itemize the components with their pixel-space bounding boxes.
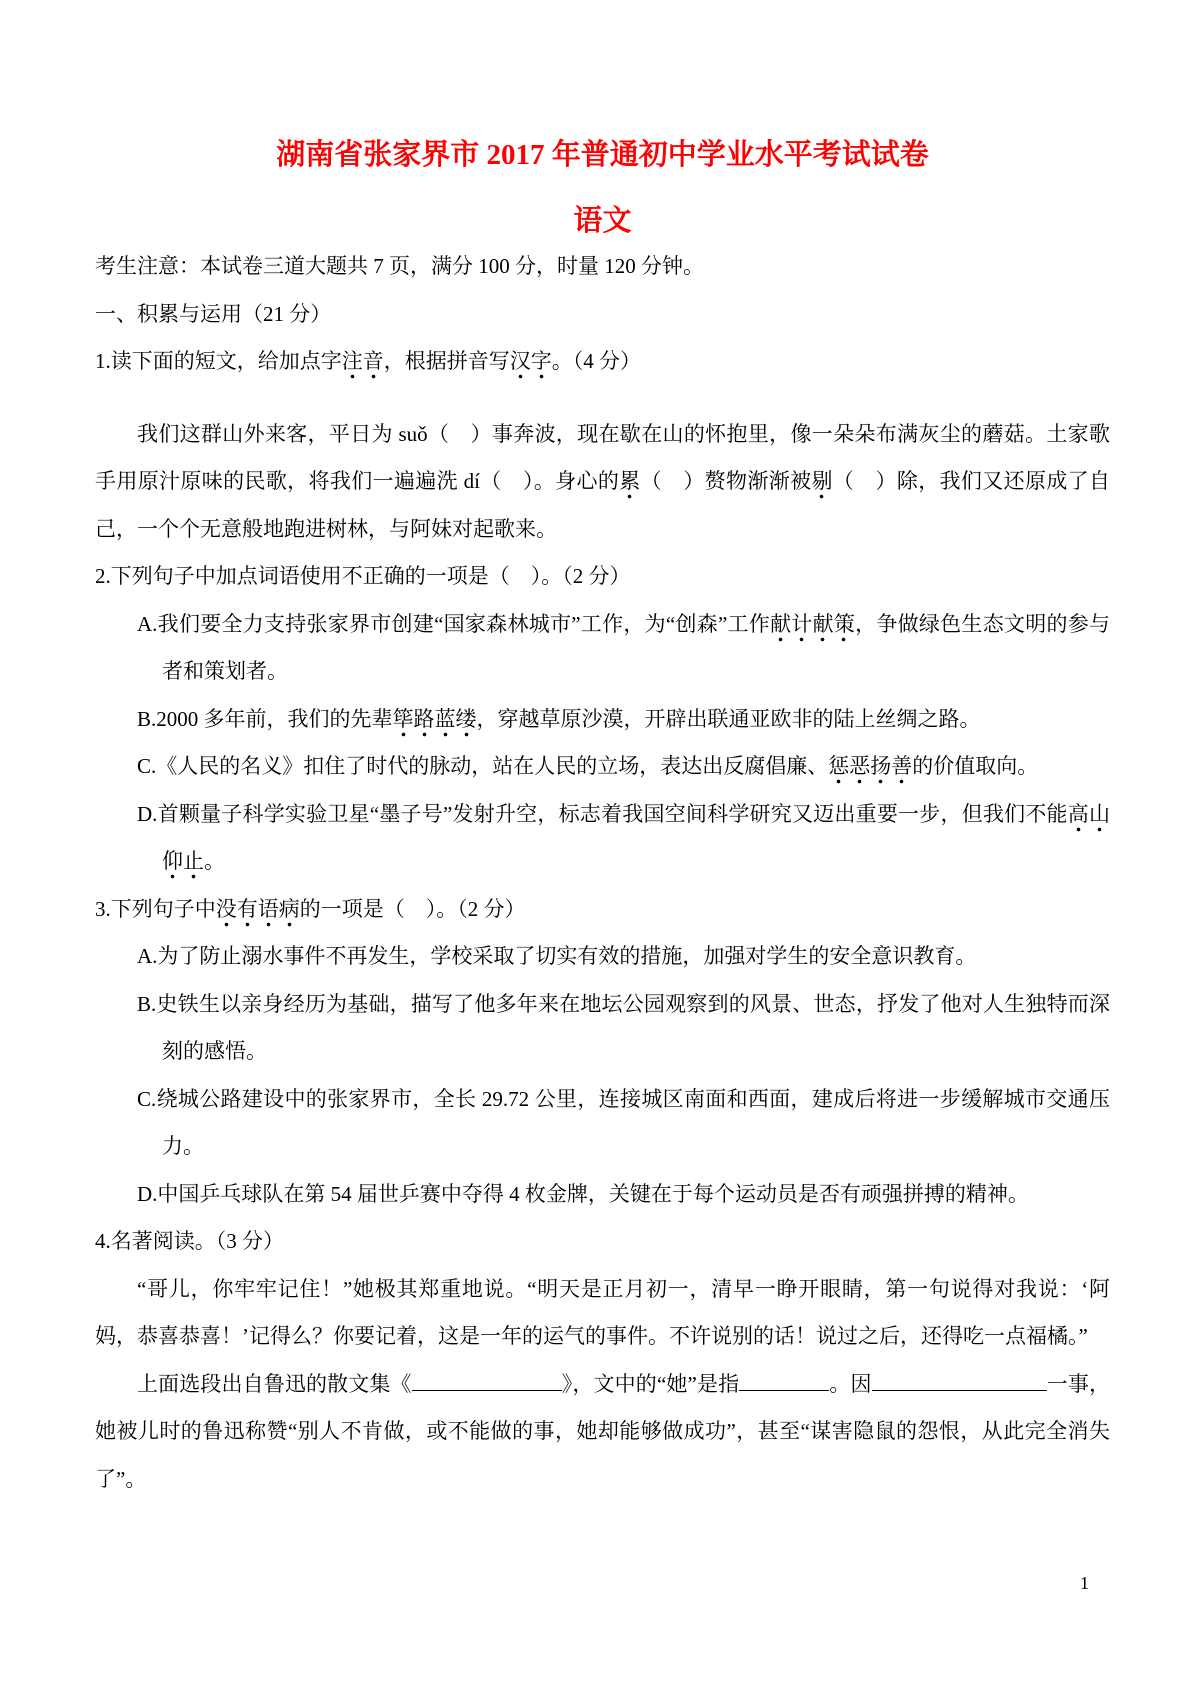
text-segment: 的价值取向。 <box>912 754 1039 778</box>
text-segment: A.我们要全力支持张家界市创建“国家森林城市”工作，为“创森”工作 <box>137 611 771 636</box>
text-segment: 上面选段出自鲁迅的散文集《 <box>137 1371 412 1396</box>
q2-option-a <box>95 601 1110 696</box>
text-segment: 3.下列句子中 <box>95 896 216 921</box>
text-segment: 1.读下面的短文，给加点字 <box>95 349 342 373</box>
q4-quote: “哥儿，你牢牢记住！”她极其郑重地说。“明天是正月初一，清早一睁开眼睛，第一句说得对我说：‘阿妈，恭喜恭喜！’记得么？你要记着，这是一年的运气的事件。不许说别的话！说过之后，还得吃一点福橘。” <box>95 1276 1110 1348</box>
emphasized-text: 累 <box>619 469 640 500</box>
text-segment: 。（4 分） <box>551 349 641 373</box>
emphasized-text: 惩恶扬善 <box>828 754 912 785</box>
exam-title: 湖南省张家界市 2017 年普通初中学业水平考试试卷 <box>276 139 929 171</box>
text-segment: 我们这群山外来客，平日为 suǒ（ ）事奔波，现在歇在山的怀抱里，像一朵朵布满灰尘的蘑菇。土家歌手用原汁原味的民歌，将我们一遍遍洗 dí（ ）。身心的 <box>95 421 1110 493</box>
text-segment: （ ）赘物渐渐被 <box>640 469 812 493</box>
q2-option-b <box>95 696 1110 744</box>
exam-subject: 语文 <box>573 205 632 237</box>
text-segment: C.《人民的名义》扣住了时代的脉动，站在人民的立场，表达出反腐倡廉、 <box>137 754 829 778</box>
q3-option-d: D.中国乒乓球队在第 54 届世乒赛中夺得 4 枚金牌，关键在于每个运动员是否有顽强拼搏的精神。 <box>137 1181 1029 1206</box>
q4-stem: 4.名著阅读。（3 分） <box>95 1229 284 1253</box>
text-segment: ，穿越草原沙漠，开辟出联通亚欧非的陆上丝绸之路。 <box>476 706 981 731</box>
candidate-notice: 考生注意：本试卷三道大题共 7 页，满分 100 分，时量 120 分钟。 <box>95 254 704 278</box>
text-segment: ，根据拼音写 <box>383 349 510 373</box>
fill-blank-2 <box>739 1370 829 1391</box>
q3-option-b: B.史铁生以亲身经历为基础，描写了他多年来在地坛公园观察到的风景、世态，抒发了他对人生独特而深刻的感悟。 <box>137 991 1110 1063</box>
emphasized-text: 汉字 <box>510 349 552 380</box>
text-segment: D.首颗量子科学实验卫星“墨子号”发射升空，标志着我国空间科学研究又迈出重要一步，但我们不能 <box>137 801 1068 826</box>
q3-option-c: C.绕城公路建设中的张家界市，全长 29.72 公里，连接城区南面和西面，建成后将进一步缓解城市交通压力。 <box>137 1086 1110 1158</box>
text-segment: 一事，她被儿时的鲁迅称赞“别人不肯做，或不能做的事，她却能够做成功”，甚至“谋害隐鼠的怨恨，从此完全消失了”。 <box>95 1371 1111 1491</box>
emphasized-text: 注音 <box>342 349 384 380</box>
text-segment: 。因 <box>829 1371 872 1396</box>
emphasized-text: 剔 <box>811 469 832 500</box>
emphasized-text: 没有语病 <box>216 897 300 928</box>
emphasized-text: 献计献策 <box>770 612 855 643</box>
text-segment: 。 <box>204 849 225 873</box>
text-segment: 的一项是（ ）。（2 分） <box>299 896 526 921</box>
text-segment: （ ）除，我们又还原成了自己，一个个无意般地跑进树林，与阿妹对起歌来。 <box>95 469 1111 541</box>
q2-option-c <box>95 743 1110 791</box>
emphasized-text: 高山仰止 <box>162 802 1110 881</box>
fill-blank-1 <box>412 1370 562 1391</box>
text-segment: ，争做绿色生态文明的参与者和策划者。 <box>162 611 1111 683</box>
page-number: 1 <box>1080 1573 1089 1593</box>
q3-option-a: A.为了防止溺水事件不再发生，学校采取了切实有效的措施，加强对学生的安全意识教育。 <box>137 944 977 968</box>
section1-heading: 一、积累与运用（21 分） <box>95 301 332 326</box>
q1-passage <box>95 411 1110 554</box>
text-segment: 》，文中的“她”是指 <box>561 1371 740 1396</box>
emphasized-text: 筚路蓝缕 <box>393 707 477 738</box>
q3-stem <box>95 886 1110 934</box>
q2-stem: 2.下列句子中加点词语使用不正确的一项是（ ）。（2 分） <box>95 564 631 588</box>
q2-option-d <box>95 791 1110 886</box>
fill-blank-3 <box>872 1370 1047 1391</box>
q1-stem <box>95 338 1110 386</box>
text-segment: B.2000 多年前，我们的先辈 <box>137 706 393 731</box>
q4-fill <box>95 1361 1110 1504</box>
